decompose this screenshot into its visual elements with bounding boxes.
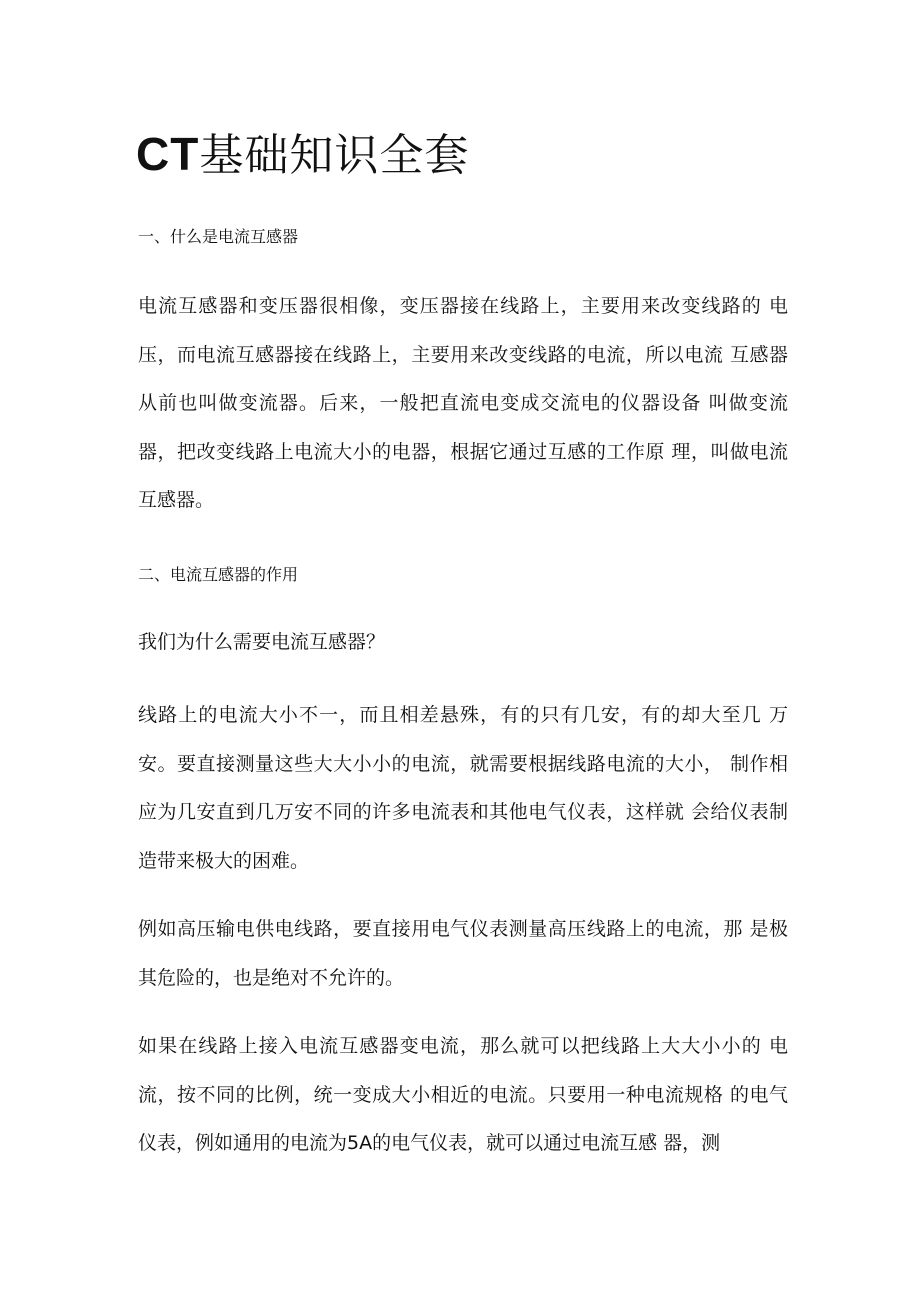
section-1-paragraph: 电流互感器和变压器很相像，变压器接在线路上，主要用来改变线路的 电压，而电流互感器接在线路上，主要用来改变线路的电流，所以电流 互感器从前也叫做变流器。后来，一般把直流电变成交流电的仪器设备 叫做变流器，把改变线路上电流大小的电器，根据它通过互感的工作原 理，叫做电流互感器。 [138, 295, 788, 511]
paragraph-current-range: 线路上的电流大小不一，而且相差悬殊，有的只有几安，有的却大至几 万安。要直接测量这些大大小小的电流，就需要根据线路电流的大小， 制作相应为几安直到几万安不同的许多电流表和其他电气仪表，这样就 会给仪表制造带来极大的困难。 [138, 704, 788, 872]
title-cjk: 基础知识全套 [199, 130, 470, 181]
document-title [136, 124, 469, 186]
paragraph-transformer-use: 如果在线路上接入电流互感器变电流，那么就可以把线路上大大小小的 电流，按不同的比例，统一变成大小相近的电流。只要用一种电流规格 的电气仪表，例如通用的电流为5A的电气仪表，就可以通过电流互感 器，测 [138, 1035, 788, 1154]
question-line: 我们为什么需要电流互感器？ [138, 631, 386, 653]
section-1-heading: 一、什么是电流互感器 [138, 227, 299, 246]
title-latin: CT [136, 128, 200, 180]
paragraph-high-voltage: 例如高压输电供电线路，要直接用电气仪表测量高压线路上的电流，那 是极其危险的，也是绝对不允许的。 [138, 918, 788, 989]
section-2-heading: 二、电流互感器的作用 [138, 565, 299, 584]
